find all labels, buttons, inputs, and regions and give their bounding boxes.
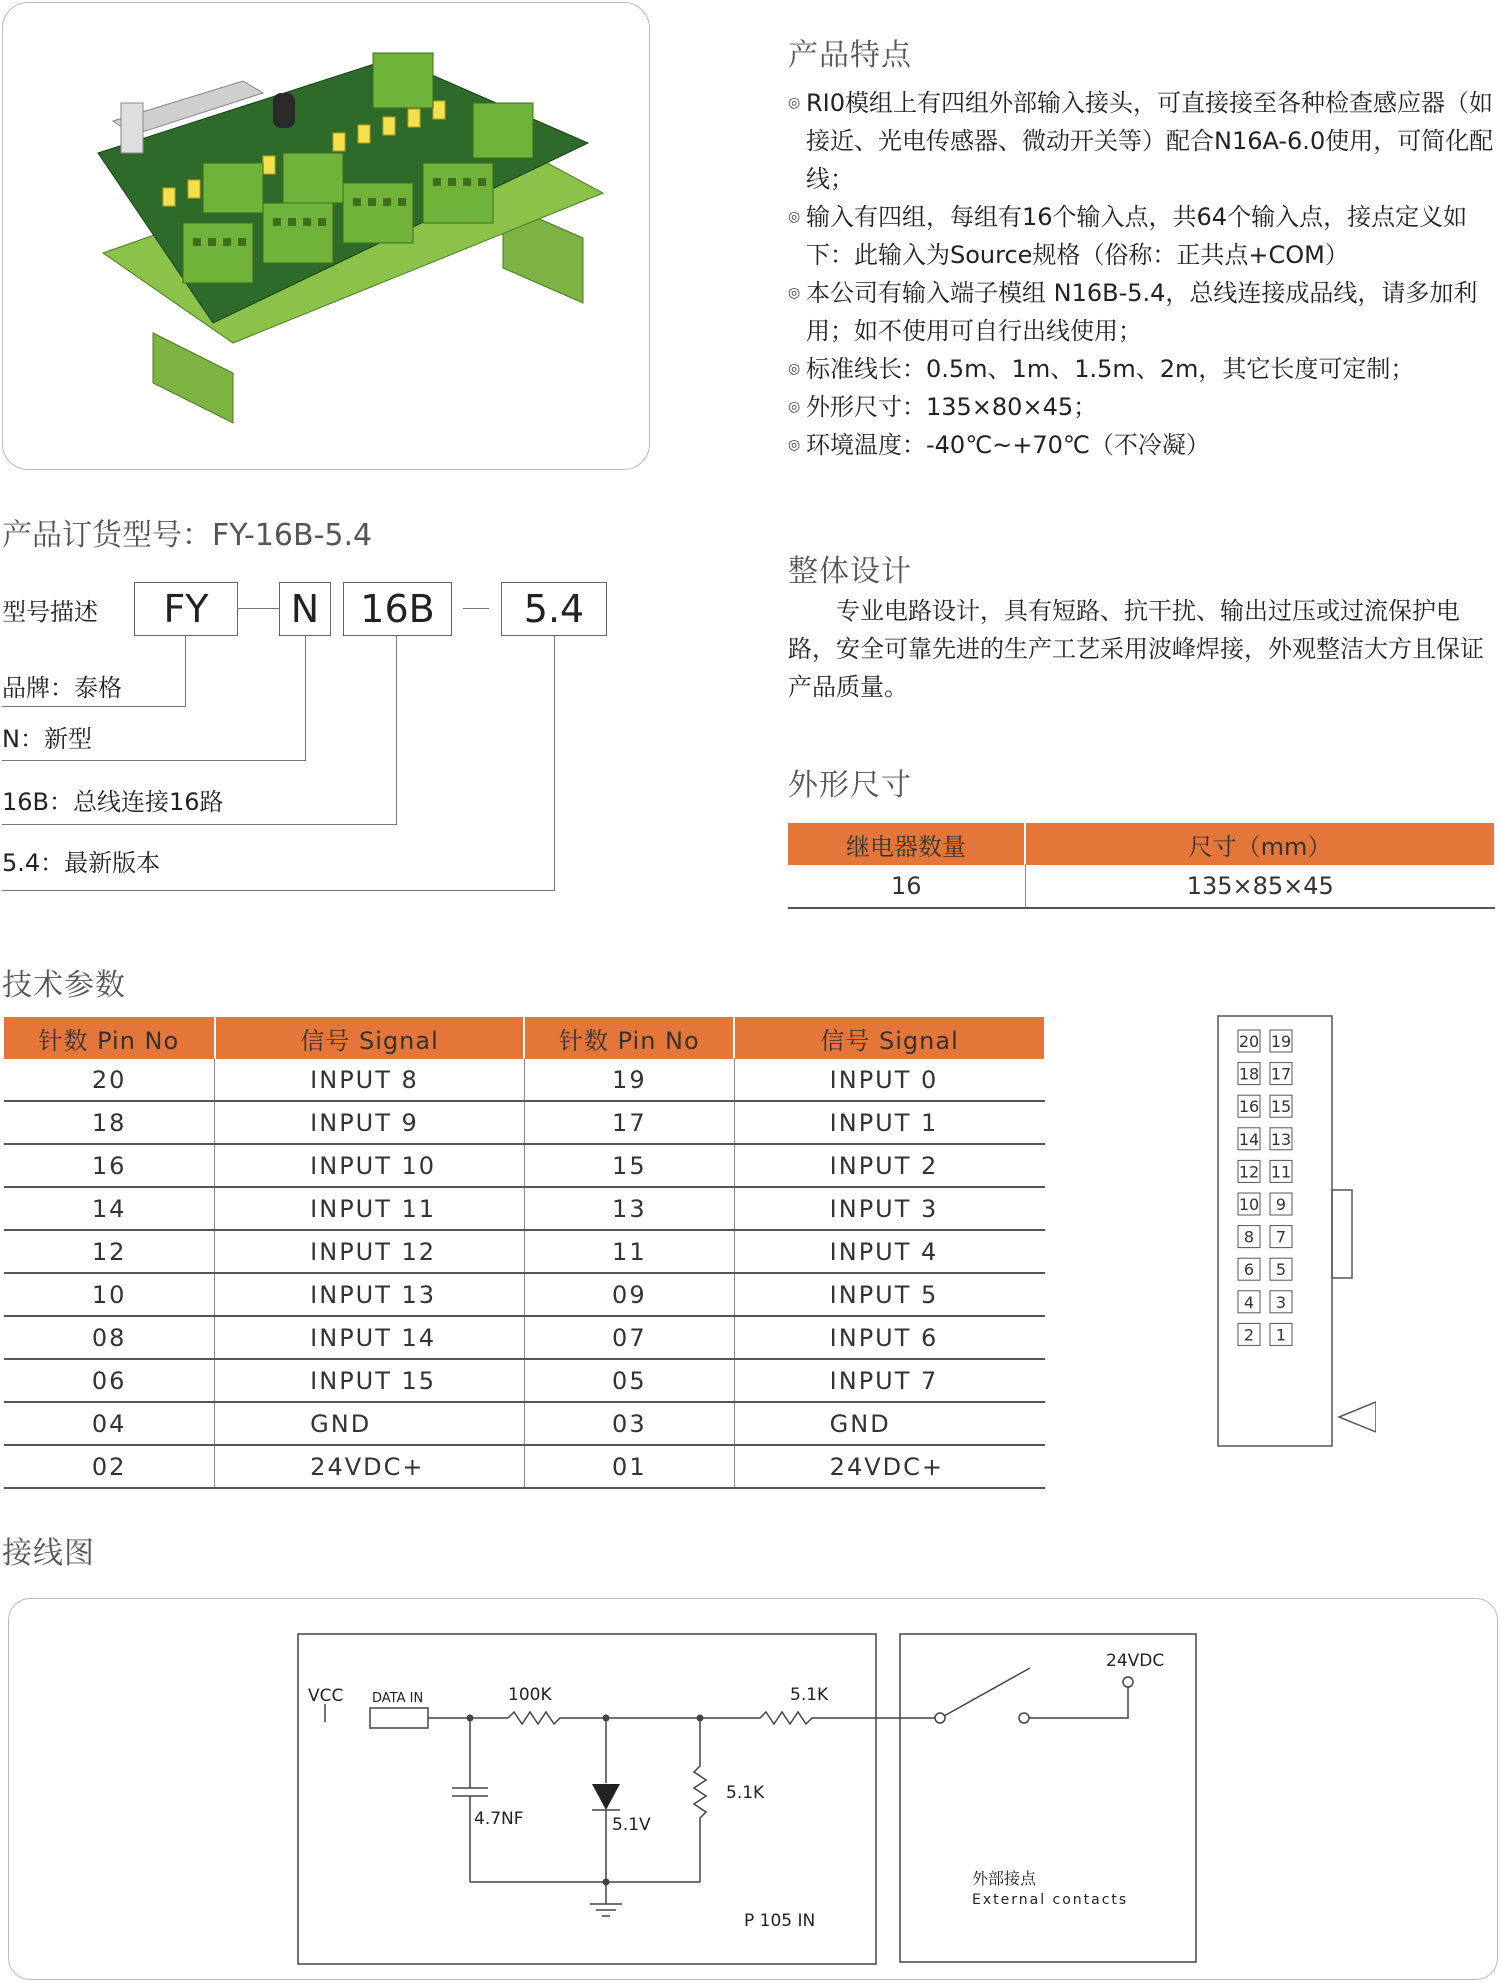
- model-box-brand: FY: [134, 582, 238, 636]
- pin-label: 11: [1270, 1162, 1292, 1182]
- pin-label: 17: [1270, 1064, 1292, 1084]
- order-title: 产品订货型号：FY-16B-5.4: [2, 518, 373, 553]
- table-row: [4, 1402, 1045, 1445]
- wiring-title: 接线图: [2, 1536, 95, 1571]
- column-header: 继电器数量: [788, 823, 1025, 865]
- features-title: 产品特点: [788, 38, 912, 73]
- pin-number: 17: [524, 1101, 734, 1144]
- pin-label: 19: [1270, 1032, 1292, 1051]
- model-box-channels: 16B: [343, 582, 452, 636]
- terminal-node: [935, 1713, 945, 1723]
- bullet-icon: ◎: [788, 437, 801, 453]
- r2-label: 5.1K: [790, 1685, 829, 1705]
- pin-label: 4: [1243, 1292, 1255, 1312]
- table-row: [4, 1445, 1045, 1488]
- pin-signal: INPUT 10: [215, 1144, 525, 1187]
- pin-label: 14: [1238, 1129, 1260, 1149]
- table-row: [4, 1101, 1045, 1144]
- resistor-5k1-shunt: [694, 1718, 706, 1882]
- pin-signal: GND: [215, 1402, 525, 1445]
- pin-signal: INPUT 13: [215, 1273, 525, 1316]
- pin-signal: INPUT 4: [734, 1230, 1045, 1273]
- pin-number: 14: [4, 1187, 215, 1230]
- pin-label: 10: [1238, 1195, 1260, 1214]
- pin-label: 7: [1275, 1227, 1287, 1247]
- pin-number: 20: [4, 1059, 215, 1101]
- pin-number: 16: [4, 1144, 215, 1187]
- pin-signal: INPUT 6: [734, 1316, 1045, 1359]
- leader-line: [185, 635, 186, 707]
- pin-label: 12: [1238, 1162, 1260, 1182]
- pin1-marker-icon: [1339, 1402, 1376, 1432]
- ext-label-en: External contacts: [972, 1892, 1129, 1908]
- features-list: [788, 84, 1500, 464]
- table-row: [4, 1316, 1045, 1359]
- pin-label: 15: [1270, 1097, 1292, 1117]
- pin-signal: 24VDC+: [215, 1445, 525, 1488]
- model-box-version: 5.4: [501, 582, 607, 636]
- pin-signal: INPUT 9: [215, 1101, 525, 1144]
- pin-signal: INPUT 1: [734, 1101, 1045, 1144]
- supply-wire: [1028, 1686, 1128, 1718]
- product-photo: [2, 2, 650, 470]
- capacitor: [452, 1718, 488, 1882]
- table-header-row: [788, 823, 1495, 865]
- model-box-type: N: [279, 582, 331, 636]
- pin-number: 13: [524, 1187, 734, 1230]
- bullet-icon: ◎: [788, 361, 801, 377]
- pin-label: 9: [1275, 1195, 1287, 1214]
- leader-line: [554, 635, 555, 891]
- cap-label: 4.7NF: [474, 1809, 524, 1829]
- pin-label: 20: [1238, 1032, 1260, 1051]
- pin-number: 10: [4, 1273, 215, 1316]
- bullet-icon: ◎: [788, 209, 801, 225]
- version-line: 5.4：最新版本: [2, 849, 161, 877]
- feature-item: ◎ 环境温度：-40℃~+70℃（不冷凝）: [788, 426, 1500, 464]
- feature-item: ◎ 本公司有输入端子模组 N16B-5.4，总线连接成品线，请多加利用；如不使用可自行出线使用；: [788, 274, 1500, 350]
- pin-signal: INPUT 11: [215, 1187, 525, 1230]
- bullet-icon: ◎: [788, 95, 801, 111]
- pin-signal: INPUT 8: [215, 1059, 525, 1101]
- part-label: P 105 IN: [744, 1911, 816, 1931]
- table-row: [4, 1273, 1045, 1316]
- pin-label: 5: [1275, 1260, 1287, 1280]
- design-text: 专业电路设计，具有短路、抗干扰、输出过压或过流保护电路，安全可靠先进的生产工艺采用波峰焊接，外观整洁大方且保证产品质量。: [788, 597, 1484, 701]
- feature-item: ◎ RI0模组上有四组外部输入接头，可直接接至各种检查感应器（如接近、光电传感器、微动开关等）配合N16A-6.0使用，可简化配线；: [788, 84, 1500, 198]
- connector-line: [463, 608, 489, 609]
- pin-label: 2: [1243, 1325, 1255, 1345]
- column-header: 针数 Pin No: [524, 1017, 734, 1059]
- tech-title: 技术参数: [2, 968, 126, 1003]
- leader-line: [2, 824, 397, 825]
- terminal-node: [1019, 1713, 1029, 1723]
- pin-number: 15: [524, 1144, 734, 1187]
- pin-number: 06: [4, 1359, 215, 1402]
- table-row: [4, 1359, 1045, 1402]
- r3-label: 5.1K: [726, 1783, 765, 1803]
- pin-signal: INPUT 5: [734, 1273, 1045, 1316]
- pin-number: 08: [4, 1316, 215, 1359]
- pin-label: 8: [1243, 1227, 1255, 1247]
- pin-signal: GND: [734, 1402, 1045, 1445]
- relay-count: 16: [788, 865, 1025, 908]
- size-value: 135×85×45: [1025, 865, 1495, 908]
- pin-signal: INPUT 2: [734, 1144, 1045, 1187]
- pin-number: 03: [524, 1402, 734, 1445]
- pin-number: 02: [4, 1445, 215, 1488]
- pin-label: 18: [1238, 1064, 1260, 1084]
- pin-number: 11: [524, 1230, 734, 1273]
- pin-number: 05: [524, 1359, 734, 1402]
- ground-icon: [590, 1904, 622, 1916]
- bullet-icon: ◎: [788, 399, 801, 415]
- leader-line: [305, 635, 306, 761]
- leader-line: [2, 760, 306, 761]
- ext-label-cn: 外部接点: [972, 1869, 1037, 1888]
- pin-signal: INPUT 14: [215, 1316, 525, 1359]
- table-row: [4, 1187, 1045, 1230]
- model-desc-label: 型号描述: [2, 598, 98, 626]
- circuit-panel-right: [900, 1634, 1196, 1962]
- table-header-row: [4, 1017, 1045, 1059]
- pin-number: 04: [4, 1402, 215, 1445]
- supply-label: 24VDC: [1106, 1651, 1165, 1671]
- ground-bus: [470, 1882, 700, 1904]
- data-in-resistor: [370, 1708, 428, 1728]
- dimensions-title: 外形尺寸: [788, 768, 912, 803]
- pin-number: 12: [4, 1230, 215, 1273]
- table-row: [4, 1230, 1045, 1273]
- switch-lever: [944, 1668, 1030, 1716]
- table-row: [788, 865, 1495, 908]
- column-header: 尺寸（mm）: [1025, 823, 1495, 865]
- pin-signal: INPUT 7: [734, 1359, 1045, 1402]
- column-header: 针数 Pin No: [4, 1017, 215, 1059]
- terminal-module-image: [3, 3, 649, 469]
- connector-diagram: [1216, 1012, 1376, 1452]
- pin-number: 01: [524, 1445, 734, 1488]
- design-title: 整体设计: [788, 554, 912, 589]
- pin-label: 3: [1275, 1292, 1287, 1312]
- pin-signal: INPUT 12: [215, 1230, 525, 1273]
- pin-signal: 24VDC+: [734, 1445, 1045, 1488]
- pin-signal: INPUT 15: [215, 1359, 525, 1402]
- dimensions-table: [788, 823, 1496, 909]
- pin-number: 07: [524, 1316, 734, 1359]
- pin-table: [4, 1017, 1046, 1489]
- zener-label: 5.1V: [612, 1815, 651, 1835]
- connector-line: [237, 608, 279, 609]
- terminal-node: [1123, 1677, 1133, 1687]
- column-header: 信号 Signal: [734, 1017, 1045, 1059]
- feature-item: ◎ 输入有四组，每组有16个输入点，共64个输入点，接点定义如下：此输入为Source规格（俗称：正共点+COM）: [788, 198, 1500, 274]
- leader-line: [396, 635, 397, 825]
- leader-line: [2, 706, 186, 707]
- pin-signal: INPUT 3: [734, 1187, 1045, 1230]
- connector-key: [1332, 1190, 1352, 1278]
- type-line: N：新型: [2, 725, 92, 753]
- pin-number: 19: [524, 1059, 734, 1101]
- feature-item: ◎ 外形尺寸：135×80×45；: [788, 388, 1500, 426]
- vcc-label: VCC: [308, 1686, 344, 1706]
- pin-number: 18: [4, 1101, 215, 1144]
- wiring-diagram: [0, 1598, 1500, 1978]
- pin-label: 13: [1270, 1129, 1292, 1149]
- column-header: 信号 Signal: [215, 1017, 525, 1059]
- pin-label: 1: [1275, 1325, 1287, 1345]
- channels-line: 16B：总线连接16路: [2, 788, 224, 816]
- data-in-label: DATA IN: [372, 1691, 424, 1706]
- table-row: [4, 1059, 1045, 1101]
- bullet-icon: ◎: [788, 285, 801, 301]
- pin-number: 09: [524, 1273, 734, 1316]
- r1-label: 100K: [508, 1685, 552, 1705]
- pin-signal: INPUT 0: [734, 1059, 1045, 1101]
- zener-symbol-icon: [592, 1784, 620, 1810]
- feature-item: ◎ 标准线长：0.5m、1m、1.5m、2m，其它长度可定制；: [788, 350, 1500, 388]
- table-row: [4, 1144, 1045, 1187]
- brand-line: 品牌：泰格: [2, 674, 122, 702]
- pin-label: 6: [1243, 1260, 1255, 1280]
- pin-label: 16: [1238, 1097, 1260, 1117]
- leader-line: [2, 890, 555, 891]
